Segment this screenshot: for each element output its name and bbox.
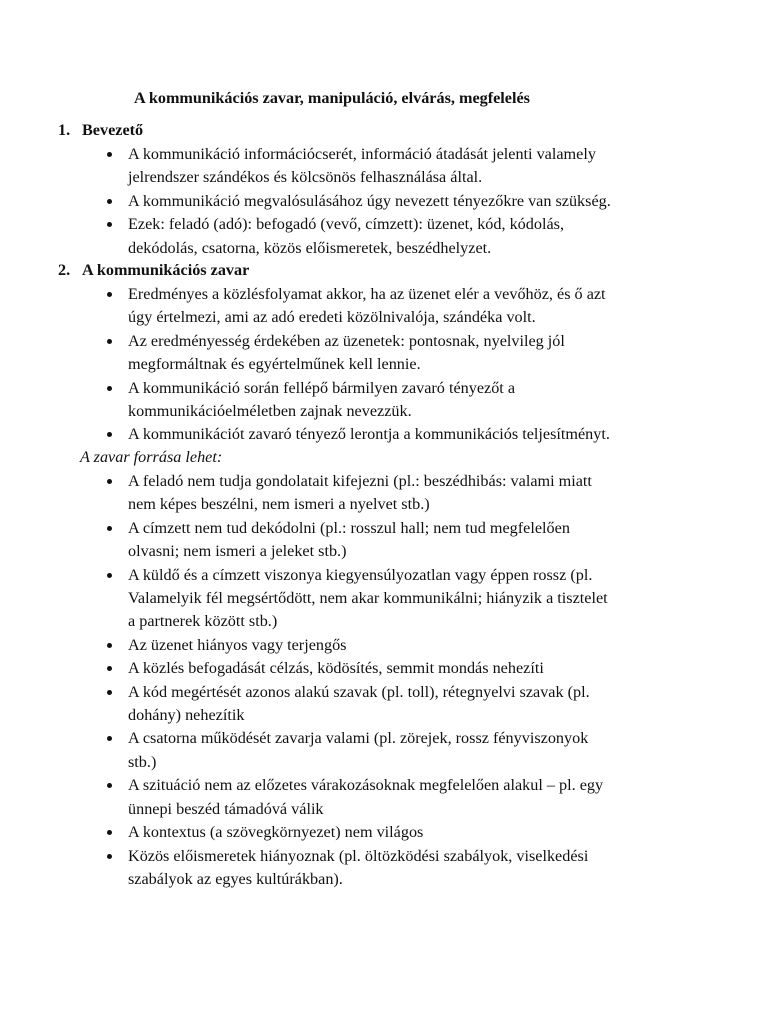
section-title: Bevezető <box>82 121 144 139</box>
list-item <box>104 377 664 424</box>
bullet-icon <box>107 643 112 648</box>
bullet-icon <box>107 339 112 344</box>
list-item-line: dekódolás, csatorna, közös előismeretek, beszédhelyzet. <box>128 238 492 257</box>
list-item-line: A küldő és a címzett viszonya kiegyensúlyozatlan vagy éppen rossz (pl. <box>128 565 593 584</box>
list-item-line: A szituáció nem az előzetes várakozásoknak megfelelően alakul – pl. egy <box>128 776 604 795</box>
bullet-icon <box>107 854 112 859</box>
list-item <box>104 283 664 330</box>
list-item-line: megformáltnak és egyértelműnek kell lennie. <box>128 355 421 374</box>
list-item <box>104 634 664 657</box>
list-item <box>104 423 664 446</box>
section-heading-1 <box>58 119 143 142</box>
list-item-line: Közös előismeretek hiányoznak (pl. öltözködési szabályok, viselkedési <box>128 846 589 865</box>
bullet-icon <box>107 736 112 741</box>
bullet-icon <box>107 573 112 578</box>
list-item-line: A kontextus (a szövegkörnyezet) nem világos <box>128 823 424 842</box>
bullet-icon <box>107 783 112 788</box>
list-item-line: A feladó nem tudja gondolatait kifejezni (pl.: beszédhibás: valami miatt <box>128 472 592 490</box>
bullet-icon <box>107 666 112 671</box>
list-item <box>104 330 664 377</box>
list-item-line: A kommunikációt zavaró tényező lerontja a kommunikációs teljesítményt. <box>128 425 610 444</box>
list-item-line: Az eredményesség érdekében az üzenetek: pontosnak, nyelvileg jól <box>128 331 565 350</box>
list-item-line: Az üzenet hiányos vagy terjengős <box>128 635 347 654</box>
list-item-line: ünnepi beszéd támadóvá válik <box>128 799 324 818</box>
bullet-icon <box>107 526 112 531</box>
list-item-line: A kommunikáció során fellépő bármilyen zavaró tényezőt a <box>128 378 516 397</box>
section-number: 1. <box>58 121 71 139</box>
bullet-icon <box>107 199 112 204</box>
list-item <box>104 143 664 190</box>
list-item <box>104 727 664 774</box>
page-title: A kommunikációs zavar, manipuláció, elvárás, megfelelés <box>134 89 530 107</box>
bullet-icon <box>107 432 112 437</box>
bullet-list-introduction <box>104 143 664 260</box>
list-item-line: A csatorna működését zavarja valami (pl. zörejek, rossz fényviszonyok <box>128 729 589 748</box>
list-item-line: úgy értelmezi, ami az adó eredeti közölnivalója, szándéka volt. <box>128 308 536 327</box>
list-item-line: a partnerek között stb.) <box>128 612 278 631</box>
list-item-line: A címzett nem tud dekódolni (pl.: rosszul hall; nem tud megfelelően <box>128 518 570 537</box>
bullet-list-communication-disorder <box>104 283 664 447</box>
list-item <box>104 564 664 634</box>
list-item-line: Ezek: feladó (adó): befogadó (vevő, címzett): üzenet, kód, kódolás, <box>128 215 564 234</box>
list-item <box>104 470 664 517</box>
list-item <box>104 657 664 680</box>
bullet-icon <box>107 830 112 835</box>
list-item <box>104 213 664 260</box>
list-item-line: dohány) nehezítik <box>128 706 245 725</box>
bullet-list-sources <box>104 470 664 891</box>
list-item-line: olvasni; nem ismeri a jeleket stb.) <box>128 542 347 561</box>
section-number: 2. <box>58 261 71 279</box>
list-item-line: A kód megértését azonos alakú szavak (pl. toll), rétegnyelvi szavak (pl. <box>128 682 590 701</box>
list-item-line: A kommunikáció információcserét, információ átadását jelenti valamely <box>128 145 596 163</box>
list-item-line: A közlés befogadását célzás, ködösítés, semmit mondás nehezíti <box>128 659 544 678</box>
section-title: A kommunikációs zavar <box>82 261 250 279</box>
list-item-line: szabályok az egyes kultúrákban). <box>128 869 343 888</box>
list-item <box>104 774 664 821</box>
list-item-line: jelrendszer szándékos és kölcsönös felhasználása által. <box>128 168 483 187</box>
list-item <box>104 845 664 892</box>
list-item-line: stb.) <box>128 752 157 771</box>
list-item <box>104 190 664 213</box>
list-item <box>104 517 664 564</box>
bullet-icon <box>107 386 112 391</box>
bullet-icon <box>107 690 112 695</box>
list-item-line: Valamelyik fél megsértődött, nem akar kommunikálni; hiányzik a tisztelet <box>128 589 608 608</box>
bullet-icon <box>107 292 112 297</box>
bullet-icon <box>107 479 112 484</box>
list-item-line: Eredményes a közlésfolyamat akkor, ha az üzenet elér a vevőhöz, és ő azt <box>128 285 606 303</box>
section-heading-2 <box>58 259 249 282</box>
bullet-icon <box>107 152 112 157</box>
list-item-line: nem képes beszélni, nem ismeri a nyelvet stb.) <box>128 495 430 514</box>
list-item <box>104 821 664 844</box>
bullet-icon <box>107 222 112 227</box>
list-item-line: A kommunikáció megvalósulásához úgy nevezett tényezőkre van szükség. <box>128 191 611 210</box>
list-item-line: kommunikációelméletben zajnak nevezzük. <box>128 402 412 421</box>
subheading-sources: A zavar forrása lehet: <box>80 448 223 466</box>
list-item <box>104 681 664 728</box>
